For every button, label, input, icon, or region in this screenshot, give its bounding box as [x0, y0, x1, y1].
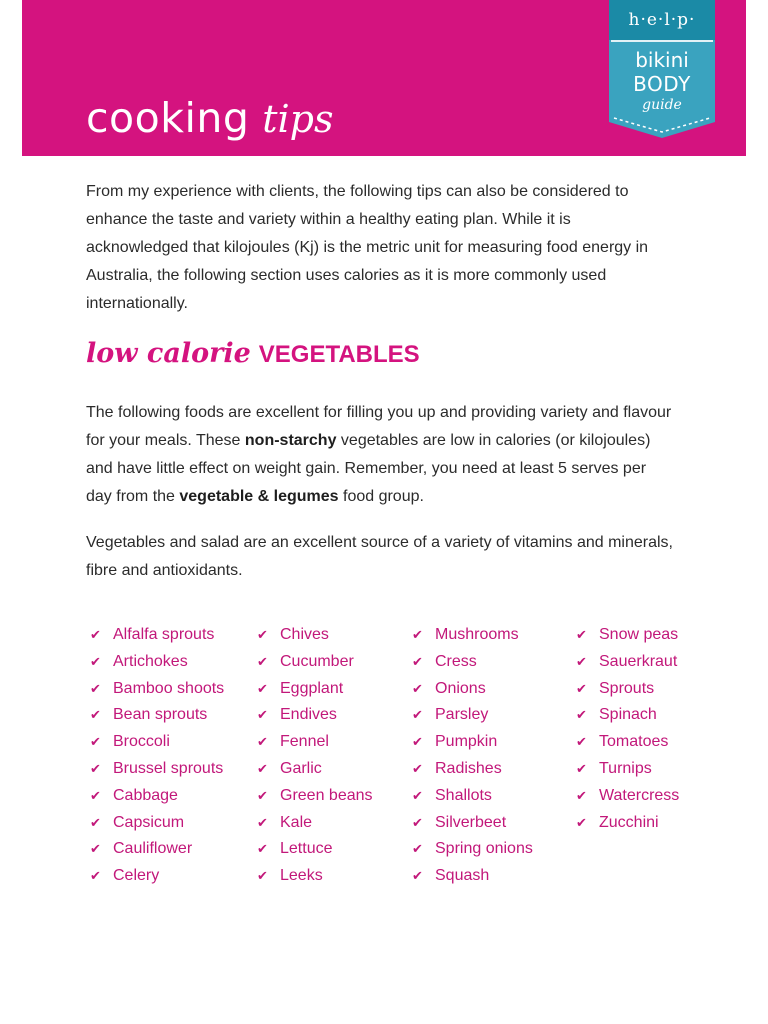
vegetable-name: Eggplant [280, 679, 344, 697]
vegetable-list-item [412, 676, 533, 703]
vegetable-list-item [412, 729, 533, 756]
vegetable-list-item [257, 810, 373, 837]
vegetable-name: Parsley [435, 706, 489, 724]
vegetable-name: Kale [280, 813, 313, 831]
vegetable-list-item [576, 729, 679, 756]
check-icon: ✔ [576, 681, 587, 697]
vegetable-name: Pumpkin [435, 733, 498, 751]
check-icon: ✔ [257, 628, 268, 643]
vegetable-list-item [576, 649, 679, 676]
check-icon: ✔ [90, 869, 101, 885]
vegetable-name: Broccoli [113, 733, 170, 751]
check-icon: ✔ [90, 681, 101, 697]
vegetable-name: Garlic [280, 759, 322, 777]
vegetable-name: Snow peas [599, 626, 679, 643]
vegetable-name: Chives [280, 626, 329, 643]
vegetable-list-item [257, 836, 373, 863]
vegetable-list-item [576, 783, 679, 810]
check-icon: ✔ [412, 788, 423, 804]
vegetable-list-item [90, 863, 224, 890]
description-bold-2: vegetable & legumes [179, 488, 339, 505]
vegetable-list-item [90, 702, 224, 729]
description-text-2: vegetables are low in calories (or kilojoules) and have little effect on weight gain. Remember, you need at least 5 serves per day from the [86, 432, 651, 505]
vegetable-name: Lettuce [280, 840, 333, 858]
page-title-script: tips [262, 97, 334, 141]
vegetable-list-item [412, 810, 533, 837]
vegetable-list-item [412, 836, 533, 863]
vegetable-name: Squash [435, 867, 490, 885]
description-bold-1: non-starchy [244, 432, 337, 449]
vegetable-name: Sprouts [599, 679, 655, 697]
vegetable-name: Watercress [599, 786, 680, 804]
vegetable-list-item [90, 756, 224, 783]
vegetable-list-col3 [412, 622, 533, 890]
vegetable-name: Sauerkraut [599, 652, 678, 670]
check-icon: ✔ [90, 788, 101, 804]
vegetable-name: Endives [280, 706, 337, 724]
vegetable-name: Zucchini [599, 813, 659, 831]
intro-paragraph: From my experience with clients, the following tips can also be considered to enhance the taste and variety within a healthy eating plan. While it is acknowledged that kilojoules (Kj) is the metric unit for measuring food energy in Australia, the following section uses calories as it is more commonly used internationally. [86, 183, 649, 312]
vegetable-name: Onions [435, 679, 486, 697]
check-icon: ✔ [412, 735, 423, 751]
vegetable-list-item [412, 622, 533, 649]
check-icon: ✔ [257, 681, 268, 697]
vegetable-list-item [257, 702, 373, 729]
check-icon: ✔ [412, 654, 423, 670]
check-icon: ✔ [412, 842, 423, 858]
vegetable-name: Cress [435, 652, 477, 670]
description-text-1: The following foods are excellent for filling you up and providing variety and flavour for your meals. These [86, 404, 672, 449]
check-icon: ✔ [257, 842, 268, 858]
vegetable-list-item [257, 863, 373, 890]
check-icon: ✔ [257, 708, 268, 724]
vegetable-name: Radishes [435, 759, 502, 777]
vegetable-list-item [412, 649, 533, 676]
vegetable-name: Artichokes [113, 652, 188, 670]
check-icon: ✔ [90, 761, 101, 777]
vegetable-name: Cucumber [280, 652, 354, 670]
check-icon: ✔ [576, 735, 587, 751]
section-heading-script: low calorie [86, 338, 251, 369]
badge-help-text: h·e·l·p· [628, 10, 696, 30]
help-bikini-body-guide-logo [609, 0, 715, 140]
vegetable-name: Turnips [599, 759, 652, 777]
check-icon: ✔ [90, 842, 101, 858]
vegetable-list-item [412, 702, 533, 729]
vegetable-list-item [90, 836, 224, 863]
check-icon: ✔ [257, 788, 268, 804]
vegetable-name: Celery [113, 867, 160, 885]
vegetables-description [86, 399, 676, 511]
vegetable-list-item [576, 756, 679, 783]
vegetable-name: Cabbage [113, 786, 178, 804]
vegetable-list-item [412, 783, 533, 810]
vegetable-name: Shallots [435, 786, 492, 804]
vegetable-name: Alfalfa sprouts [113, 626, 215, 643]
vegetable-name: Mushrooms [435, 626, 519, 643]
vegetable-list-item [90, 622, 224, 649]
vegetable-name: Bean sprouts [113, 706, 208, 724]
check-icon: ✔ [576, 628, 587, 643]
vegetable-name: Spinach [599, 706, 657, 724]
vegetable-name: Brussel sprouts [113, 759, 224, 777]
vegetable-list-item [576, 676, 679, 703]
vegetable-name: Spring onions [435, 840, 533, 858]
badge-bikini-text: bikini [635, 48, 689, 72]
page-title-main: cooking [86, 94, 250, 142]
vegetable-list-item [412, 863, 533, 890]
check-icon: ✔ [257, 761, 268, 777]
description-text-3: food group. [338, 488, 424, 505]
vegetable-list-item [576, 810, 679, 837]
vegetable-name: Green beans [280, 786, 373, 804]
check-icon: ✔ [257, 815, 268, 831]
check-icon: ✔ [90, 708, 101, 724]
check-icon: ✔ [576, 708, 587, 724]
vegetable-list-col1 [90, 622, 224, 890]
check-icon: ✔ [576, 761, 587, 777]
vegetable-list-item [257, 622, 373, 649]
check-icon: ✔ [412, 815, 423, 831]
vegetable-name: Capsicum [113, 813, 185, 831]
vegetable-name: Cauliflower [113, 840, 193, 858]
vegetable-list-item [257, 649, 373, 676]
check-icon: ✔ [90, 628, 101, 643]
check-icon: ✔ [90, 815, 101, 831]
check-icon: ✔ [412, 708, 423, 724]
vegetable-list-item [257, 783, 373, 810]
vegetable-list-item [90, 783, 224, 810]
check-icon: ✔ [412, 761, 423, 777]
vegetable-list-item [257, 729, 373, 756]
vegetable-list-item [90, 649, 224, 676]
check-icon: ✔ [90, 654, 101, 670]
vegetable-list-item [576, 622, 679, 649]
vegetable-name: Leeks [280, 867, 323, 885]
check-icon: ✔ [257, 654, 268, 670]
vegetables-benefits: Vegetables and salad are an excellent source of a variety of vitamins and minerals, fibre and antioxidants. [86, 534, 673, 579]
vegetable-list-col4 [576, 622, 679, 836]
vegetable-name: Bamboo shoots [113, 679, 225, 697]
vegetable-list-item [90, 810, 224, 837]
check-icon: ✔ [576, 654, 587, 670]
check-icon: ✔ [90, 735, 101, 751]
vegetable-name: Tomatoes [599, 733, 669, 751]
vegetable-name: Silverbeet [435, 813, 507, 831]
check-icon: ✔ [576, 788, 587, 804]
check-icon: ✔ [412, 869, 423, 885]
check-icon: ✔ [412, 628, 423, 643]
page-title [86, 94, 334, 142]
vegetable-name: Fennel [280, 733, 329, 751]
section-heading-caps: VEGETABLES [258, 341, 420, 368]
vegetable-list-item [412, 756, 533, 783]
check-icon: ✔ [576, 815, 587, 831]
check-icon: ✔ [257, 869, 268, 885]
section-heading [86, 338, 420, 369]
vegetable-list-item [576, 702, 679, 729]
vegetable-list-item [90, 676, 224, 703]
check-icon: ✔ [412, 681, 423, 697]
vegetable-list-item [257, 676, 373, 703]
vegetable-list-item [90, 729, 224, 756]
vegetable-list-col2 [257, 622, 373, 890]
badge-guide-text: guide [642, 97, 682, 113]
check-icon: ✔ [257, 735, 268, 751]
vegetable-list-item [257, 756, 373, 783]
badge-body-text: BODY [633, 72, 691, 96]
